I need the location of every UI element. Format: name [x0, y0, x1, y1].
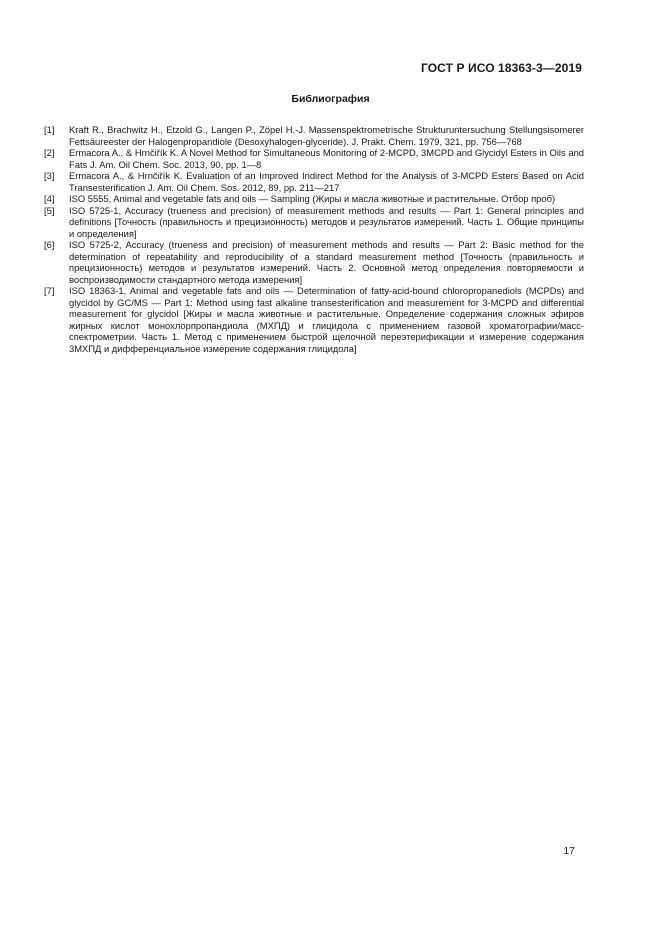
reference-number: [7]	[44, 285, 55, 296]
bibliography-item	[44, 239, 584, 285]
reference-number: [5]	[44, 204, 55, 216]
reference-number: [1]	[44, 124, 55, 135]
reference-number: [4]	[44, 193, 55, 204]
bibliography-item	[44, 170, 584, 193]
reference-text: Kraft R., Brachwitz H., Etzold G., Langen P., Zöpel H.-J. Massenspektrometrische Strukturuntersuchung Stellungsisomerer Fettsäureester der Halogenpropandiole (Desoxyhalogen-glyceride). J. Prakt. Chem. 1979, 321, pp. 756—768	[69, 124, 584, 147]
bibliography-item	[44, 205, 584, 240]
reference-text: Ermacora A., & Hrnčiřík K. A Novel Method for Simultaneous Monitoring of 2-MCPD, 3MCPD and Glycidyl Esters in Oils and Fats J. Am. Oil Chem. Soc. 2013, 90, pp. 1—8	[69, 147, 584, 170]
page-number: 17	[563, 845, 575, 857]
reference-text: ISO 5725-2, Accuracy (trueness and precision) of measurement methods and results — Part 2: Basic method for the determination of repeatability and reproducibility of a standard measurement method [Точность (правильность и прецизионность) методов и результатов измерений. Часть 2. Основной метод определения повторяемости и воспроизводимости стандартного метода измерения]	[69, 239, 584, 285]
reference-text: ISO 5725-1, Accuracy (trueness and precision) of measurement methods and results — Part 1: General principles and definitions [Точность (правильность и прецизионность) методов и результатов измерений. Часть 1. Общие принципы и определения]	[69, 204, 584, 239]
bibliography-item	[44, 193, 584, 205]
reference-text: Ermacora A., & Hrnčiřík K. Evaluation of an Improved Indirect Method for the Analysis of 3-MCPD Esters Based on Acid Transesterification J. Am. Oil Chem. Sos. 2012, 89, pp. 211—217	[69, 170, 584, 193]
reference-number: [2]	[44, 147, 55, 158]
bibliography-title: Библиография	[291, 93, 370, 105]
bibliography-item	[44, 147, 584, 170]
reference-number: [3]	[44, 170, 55, 181]
bibliography-item	[44, 285, 584, 354]
bibliography-item	[44, 124, 584, 147]
reference-text: ISO 18363-1, Animal and vegetable fats and oils — Determination of fatty-acid-bound chloropropanediols (MCPDs) and glycidol by GC/MS — Part 1: Method using fast alkaline transesterification and measurement for 3-MCPD and differential measurement for glycidol [Жиры и масла животные и растительные. Определение содержания сложных эфиров жирных кислот монохлорпропандиола (МХПД) и глицидола с применением газовой хроматографии/масс-спектрометрии. Часть 1. Метод с применением быстрой щелочной переэтерификации и измерение содержания 3МХПД и дифференциальное измерение содержания глицидола]	[69, 285, 584, 354]
bibliography-list	[44, 124, 584, 354]
reference-number: [6]	[44, 239, 55, 250]
document-code: ГОСТ Р ИСО 18363-3—2019	[420, 61, 582, 75]
reference-text: ISO 5555, Animal and vegetable fats and oils — Sampling (Жиры и масла животные и растительные. Отбор проб)	[69, 193, 556, 204]
